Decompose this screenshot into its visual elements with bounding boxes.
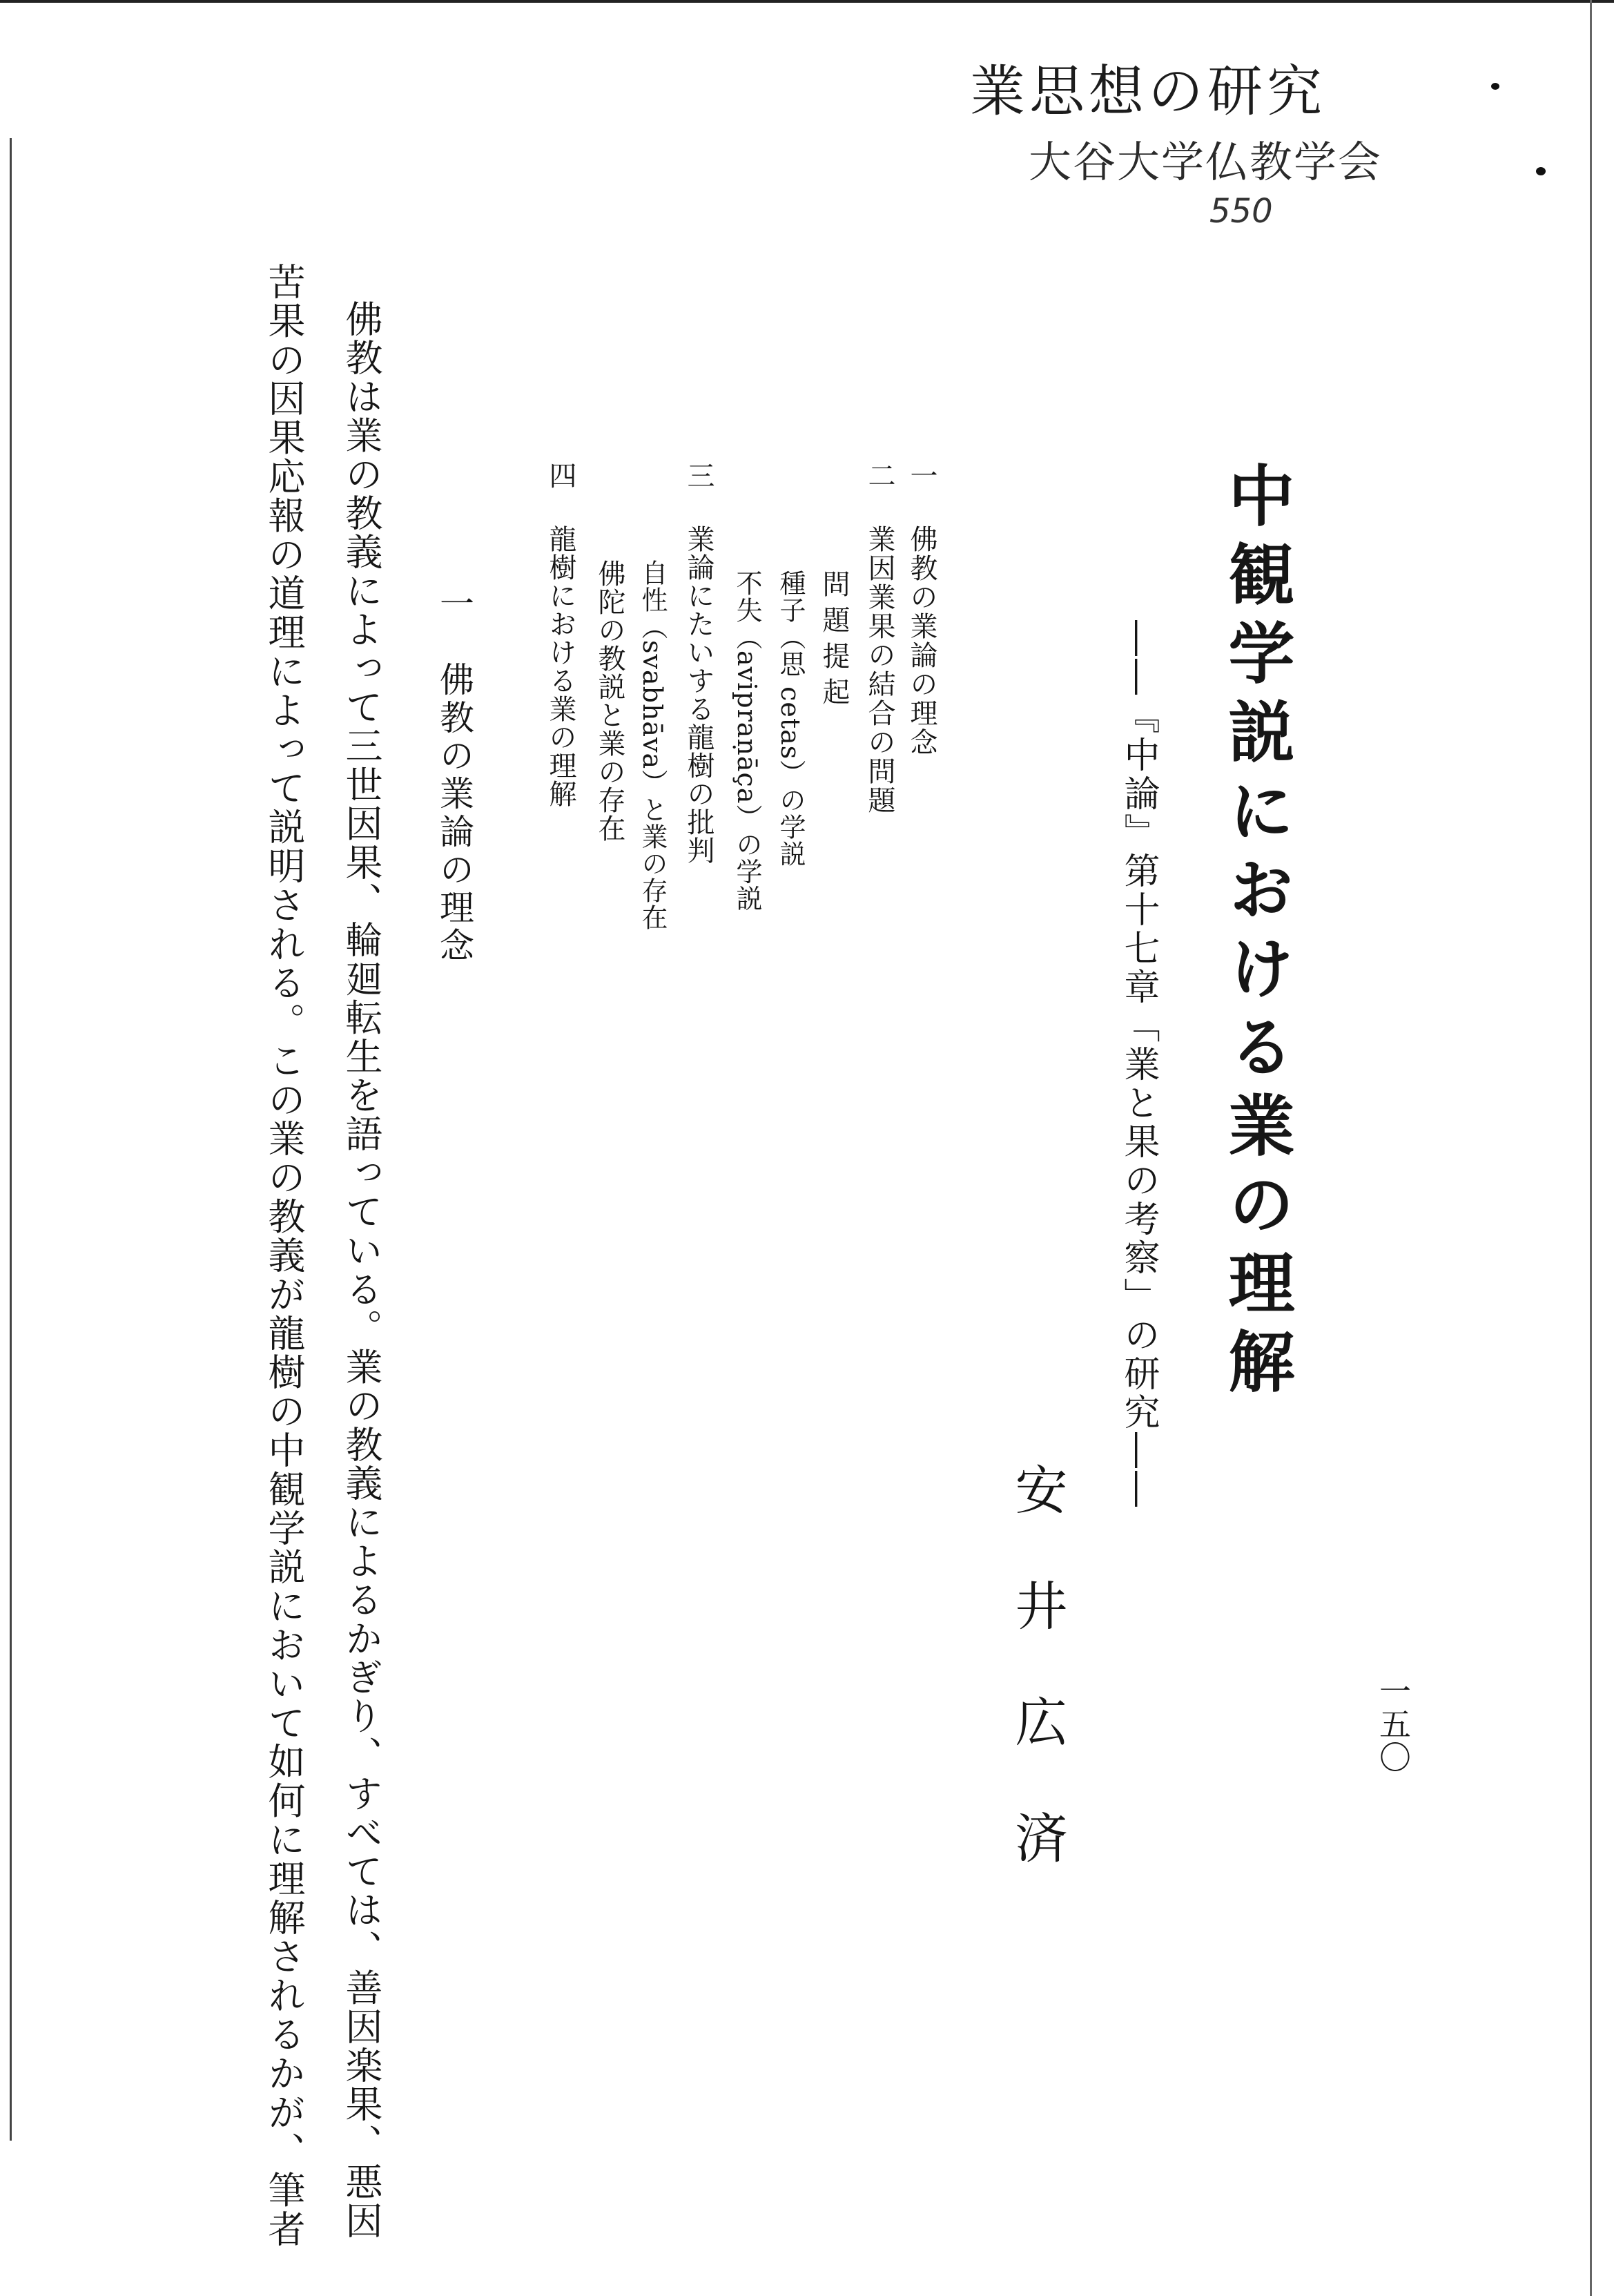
scan-edge-right [1590,0,1592,2296]
toc-item-label: 佛陀の教説と業の存在 [594,559,625,842]
scan-speck [1536,167,1546,175]
toc-item-label: 不失（avipraṇāça）の学説 [732,570,762,912]
toc-item-label: 龍樹における業の理解 [545,525,576,808]
body-paragraph-line: 佛教は業の教義によって三世因果、輪廻転生を語っている。業の教義によるかぎり、すべては、善因楽果、悪因 [340,300,383,2240]
scan-speck [1491,83,1499,90]
toc-item-label: 種子（思 cetas）の学説 [775,570,806,868]
scan-edge-left [10,138,12,2141]
page-title: 中観学説における業の理解 [1218,461,1296,1406]
toc-item-num: 一 [906,461,937,489]
toc-item-num: 二 [864,461,895,489]
handwritten-note-1: 業思想の研究 [970,59,1326,124]
toc-item-label: 業因業果の結合の問題 [864,525,895,815]
body-paragraph-line: 苦果の因果応報の道理によって説明される。この業の教義が龍樹の中観学説において如何に理解されるかが、筆者 [262,262,306,2249]
author-name: 安井広済 [1007,1463,1068,1927]
handwritten-note-3: 550 [1209,192,1273,231]
toc-item-label: 自性（svabhāva）と業の存在 [637,559,668,932]
handwritten-note-2: 大谷大学仏教学会 [1029,137,1383,187]
section-heading: 一 佛教の業論の理念 [434,586,474,965]
page-number: 一五〇 [1374,1675,1412,1774]
page-subtitle: ――『中論』第十七章「業と果の考察」の研究―― [1118,620,1159,1509]
toc-item-label: 佛教の業論の理念 [906,525,937,757]
toc-item-num: 三 [683,461,714,489]
toc-item-label: 業論にたいする龍樹の批判 [683,525,714,865]
scan-edge-top [0,0,1614,3]
toc-item-num: 四 [545,461,576,489]
toc-item-label: 問題提起 [818,570,850,713]
